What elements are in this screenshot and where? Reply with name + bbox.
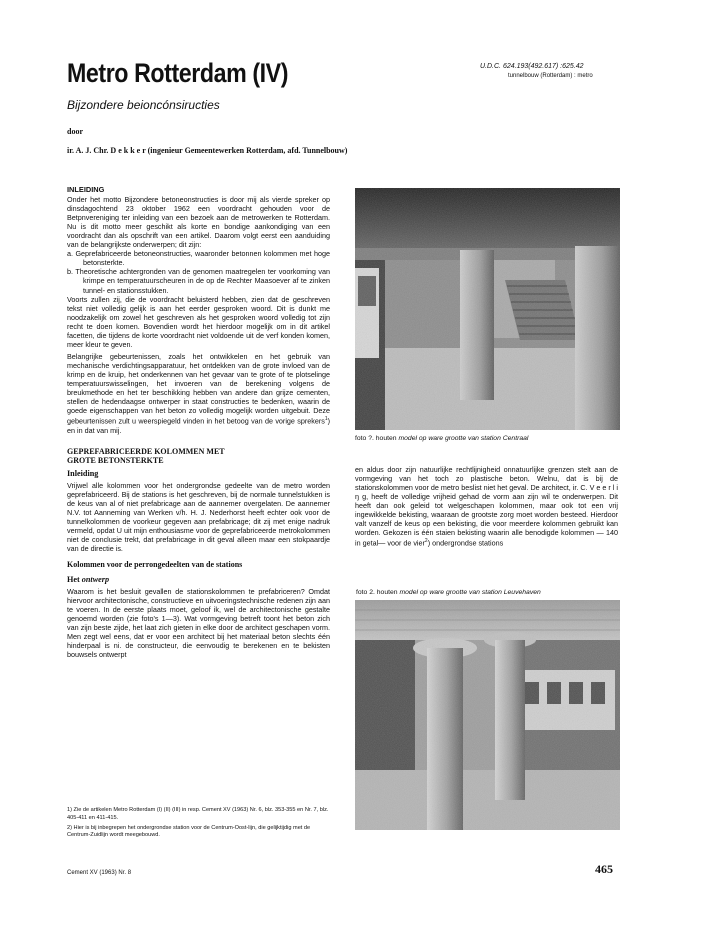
ontwerp-label: ontwerp: [81, 574, 110, 584]
author-line: ir. A. J. Chr. D e k k e r (ingenieur Gemeentewerken Rotterdam, afd. Tunnelbouw): [67, 146, 348, 155]
page-number: 465: [595, 862, 613, 876]
article-subtitle: Bijzondere beioncónsiructies: [67, 98, 220, 112]
ontwerp-heading: [67, 575, 330, 584]
list-item-a: a. Geprefabriceerde betoneonstructies, waaronder betonnen kolommen met hoge betonsterkte.: [67, 249, 330, 268]
footnote-ref-1: 1: [324, 416, 328, 423]
photo-station-centraal: [355, 188, 620, 430]
photo-1-caption: [355, 435, 528, 442]
caption-2-italic: model op ware grootte van station Leuvehaven: [399, 589, 541, 596]
article-title: Metro Rotterdam (IV): [67, 58, 289, 88]
right-body-text: en aldus door zijn natuurlijke rechtlijnigheid onnatuurlijke grenzen stelt aan de vormgeving van het toch zo plastische beton. Welnu, dat is bij de stationskolommen voor de metro beslist niet het geval. De architect, ir. C. V e e r l i ŋ g, heeft de volledige vrijheid gehad de vorm aan zijn wil te onderwerpen. Dit heeft dan ook geleid tot welgeschapen kolommen, maar ook tot een vrij ingewikkelde bekisting, waaraan de grootste zorg moet worden besteed. Hierdoor valt vanzelf de keus op een bekisting, die voor meerdere kolommen gebruikt kan worden. Gekozen is één staien bekisting waarin alle benodigde kolommen — 140 in getal— voor de vier: [355, 465, 618, 548]
footnote-1: 1) Zie de artikelen Metro Rotterdam (I) (II) (III) in resp. Cement XV (1963) Nr. 6, blz. 353-355 en Nr. 7, blz. 405-411 en 411-415.: [67, 807, 329, 821]
list-item-b: b. Theoretische achtergronden van de genomen maatregelen ter voorkoming van krimpe en temperatuurscheuren in de op de Rechter Maasoever af te zinken tunnel- en stationsstukken.: [67, 267, 330, 295]
udc-subject: tunnelbouw (Rotterdam) : metro: [508, 73, 593, 79]
left-column: [67, 185, 330, 662]
ontwerp-paragraph: Waarom is het besluit gevallen de stationskolommen te prefabriceren? Omdat hiervoor architectonische, constructieve en uitvoeringstechnische redenen zijn aan te voeren. In de eerste plaats moet, geloof ik, wel de architectonische gestalte genoemd worden (zie foto's 1—3). Wat vormgeving betreft toont het beton zich van zijn beste zijde, het laat zich gieten in elke door de architect geschapen vorm. Men zegt wel eens, dat er voor een architect bij het materiaal beton slechts één hinderpaal is ni. de constructeur, die eenvoudig te berekenen en te bekisten bouwsels ontwerpt: [67, 586, 330, 659]
photo-station-leuvehaven: [355, 600, 620, 830]
inleiding2-heading: Inleiding: [67, 468, 99, 478]
journal-footer: Cement XV (1963) Nr. 8: [67, 870, 132, 876]
udc-code-text: U.D.C. 624.193(492.617) :625.42: [480, 63, 584, 70]
footnote-2: 2) Hier is bij inbegrepen het ondergrondse station voor de Centrum-Oost-lijn, die gelijktijdig met de Centrum-Zuidlijn wordt meegebouwd.: [67, 824, 311, 839]
right-body-end: ) ondergrondse stations: [427, 538, 504, 548]
het-label: Het: [67, 574, 82, 584]
perron-kolommen-heading: Kolommen voor de perrongedeelten van de stations: [67, 560, 243, 570]
photo-2-caption: [356, 589, 541, 596]
inleiding-paragraph-3: [67, 352, 330, 435]
caption-1-italic: model op ware grootte van station Centraal: [398, 435, 529, 442]
section-heading-kolommen: GEPREFABRICEERDE KOLOMMEN MET GROTE BETONSTERKTE: [67, 446, 225, 466]
photo-2-illustration: [355, 600, 620, 830]
inleiding-paragraph-1: Onder het motto Bijzondere betoneonstructies is door mij als vierde spreker op dinsdagochtend 23 oktober 1962 een voordracht gehouden voor de Betpnvereniging ter inleiding van een bezoek aan de metrowerken te Rotterdam. Nu is dit motto meer geschikt als korte en bondige aankondiging van een voordracht dan als opschrift van een artikel. Daarom volgt eerst een aanduiding van de belangrijkste onderwerpen; dit zijn:: [67, 195, 330, 250]
byline-door: door: [67, 127, 83, 136]
photo-1-illustration: [355, 188, 620, 430]
caption-2-text: foto 2. houten: [356, 589, 400, 596]
inleiding-paragraph-2: Voorts zullen zij, die de voordracht beluisterd hebben, zien dat de geschreven tekst niet volledig gelijk is aan het eerder gesproken woord. Dit is dunkt me noodzakelijk om zowel het geschreven als het gesproken woord volledig tot zijn recht te doen komen. Bovendien wordt het hierdoor mogelijk om in dit artikel facetten, die tijdens de korte voordracht niet voldoende uit de verf konden komen, meer kleur te geven.: [67, 294, 330, 349]
inleiding2-paragraph: Vrijwel alle kolommen voor het ondergrondse gedeelte van de metro worden geprefabriceerd. Bij de stations is het geschreven, bij de normale tunnelstukken is de keus van al of niet prefabricage aan de aannemer overgelaten. De aannemer N.V. tot Aanneming van Werken v/h. H. J. Nederhorst heeft echter ook voor de tunnelkolommen de voorkeur gegeven aan prefabricage; dit zij met enige nadruk vermeld, opdat U uit mijn enthousiasme voor de geprefabriceerde metrokolommen niet de conclusie trekt, dat prefabricage in dit geval alleen maar een stokpaardje van de directie is.: [67, 480, 330, 554]
footnote-ref-2: 2: [424, 538, 428, 545]
caption-1-text: foto ?. houten: [355, 435, 399, 442]
footnotes: [67, 807, 330, 842]
p3-text: Belangrijke gebeurtenissen, zoals het ontwikkelen en het gebruik van mechanische verdichtingsapparatuur, het ontdekken van de grote invloed van de krimp en de kruip, het onderkennen van het gevaar van te grote of te plotselinge temperatuurswisselingen, het invoeren van de berekening volgens de breukmethode en het ter beschikking hebben van andere dan grijze cementen, stellen de hedendaagse ontwerper in staat constructies te bedenken, waarin de goede eigenschappen van het beton zo volledig mogelijk worden uitgebuit. Deze gebeurtenissen zult u weerspiegeld vinden in het betoog van de vorige sprekers: [67, 351, 330, 426]
inleiding-heading: INLEIDING: [67, 185, 105, 194]
right-column-text: [355, 465, 618, 548]
p3-text-end: ) en in dat van mij.: [67, 416, 330, 435]
right-paragraph: [355, 465, 618, 548]
udc-code: [480, 63, 584, 70]
